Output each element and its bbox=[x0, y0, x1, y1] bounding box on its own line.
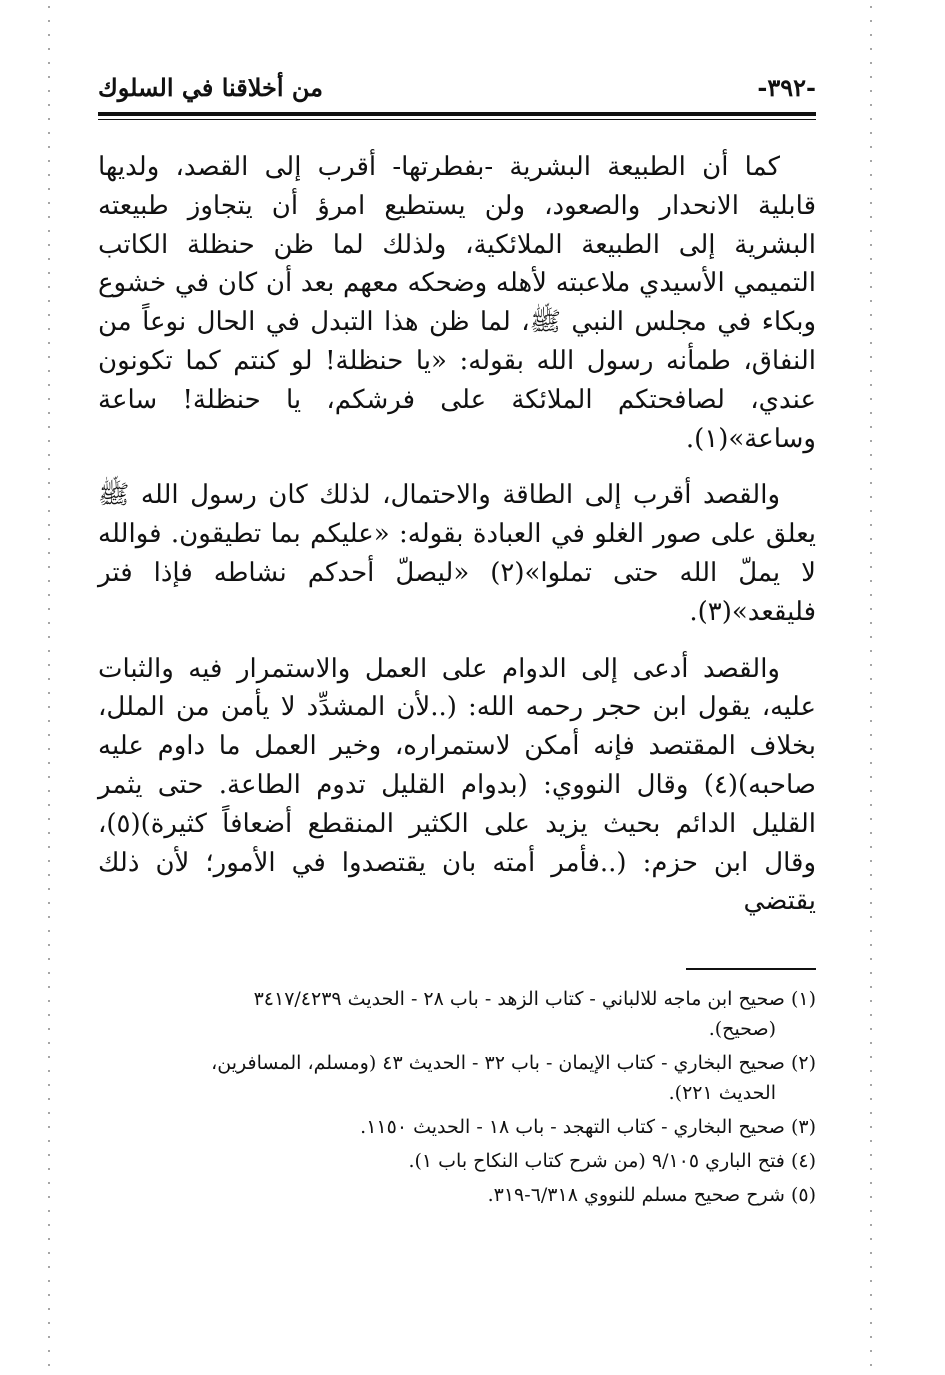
footnote bbox=[98, 1048, 816, 1108]
footnote-text: صحيح البخاري - كتاب التهجد - باب ١٨ - الحديث ١١٥٠. bbox=[360, 1116, 785, 1138]
footnote-text: صحيح البخاري - كتاب الإيمان - باب ٣٢ - الحديث ٤٣ (ومسلم، المسافرين، bbox=[211, 1052, 785, 1074]
footnote-number: (٣) bbox=[790, 1116, 816, 1138]
footnote-number: (٤) bbox=[790, 1150, 816, 1172]
header-rule-thin bbox=[98, 119, 816, 120]
footnote-number: (٢) bbox=[790, 1052, 816, 1074]
paragraph: كما أن الطبيعة البشرية -بفطرتها- أقرب إلى القصد، ولديها قابلية الانحدار والصعود، ولن يستطيع امرؤ أن يتجاوز طبيعته البشرية إلى الطبيعة الملائكية، ولذلك لما ظن حنظلة الكاتب التميمي الأسيدي ملاعبته لأهله وضحكه معهم بعد أن كان في خشوع وبكاء في مجلس النبي ﷺ، لما ظن هذا التبدل في الحال نوعاً من النفاق، طمأنه رسول الله بقوله: «يا حنظلة! لو كنتم كما تكونون عندي، لصافحتكم الملائكة على فرشكم، يا حنظلة! ساعة وساعة»(١). bbox=[98, 152, 816, 454]
footnote bbox=[98, 984, 816, 1044]
page-number: -٣٩٢- bbox=[757, 72, 816, 102]
footnotes bbox=[98, 984, 816, 1214]
footnote-text: فتح الباري ٩/١٠٥ (من شرح كتاب النكاح باب ١). bbox=[408, 1150, 785, 1172]
header-rule bbox=[98, 112, 816, 116]
footnote bbox=[98, 1112, 816, 1142]
footnote-number: (٥) bbox=[790, 1184, 816, 1206]
book-title: من أخلاقنا في السلوك bbox=[98, 72, 324, 102]
footnote-separator bbox=[686, 968, 816, 970]
paragraph: والقصد أقرب إلى الطاقة والاحتمال، لذلك كان رسول الله ﷺ يعلق على صور الغلو في العبادة بقوله: «عليكم بما تطيقون. فوالله لا يملّ الله حتى تملوا»(٢) «ليصلّ أحدكم نشاطه فإذا فتر فليقعد»(٣). bbox=[98, 480, 816, 627]
footnote-continuation: الحديث ٢٢١). bbox=[668, 1082, 776, 1104]
footnote-text: شرح صحيح مسلم للنووي ٦/٣١٨-٣١٩. bbox=[487, 1184, 785, 1206]
paragraph: والقصد أدعى إلى الدوام على العمل والاستمرار فيه والثبات عليه، يقول ابن حجر رحمه الله: (..لأن المشدِّد لا يأمن من الملل، بخلاف المقتصد فإنه أمكن لاستمراره، وخير العمل ما داوم عليه صاحبه)(٤) وقال النووي: (بدوام القليل تدوم الطاعة. حتى يثمر القليل الدائم بحيث يزيد على الكثير المنقطع أضعافاً كثيرة)(٥)، وقال ابن حزم: (..فأمر أمته بان يقتصدوا في الأمور؛ لأن ذلك يقتضي bbox=[98, 653, 816, 917]
footnote bbox=[98, 1146, 816, 1176]
footnote bbox=[98, 1180, 816, 1210]
footnote-text: صحيح ابن ماجه للالباني - كتاب الزهد - باب ٢٨ - الحديث ٣٤١٧/٤٢٣٩ bbox=[253, 988, 785, 1010]
main-text bbox=[98, 148, 816, 939]
footnote-number: (١) bbox=[790, 988, 816, 1010]
footnote-continuation: (صحيح). bbox=[708, 1018, 776, 1040]
running-header bbox=[98, 70, 816, 104]
